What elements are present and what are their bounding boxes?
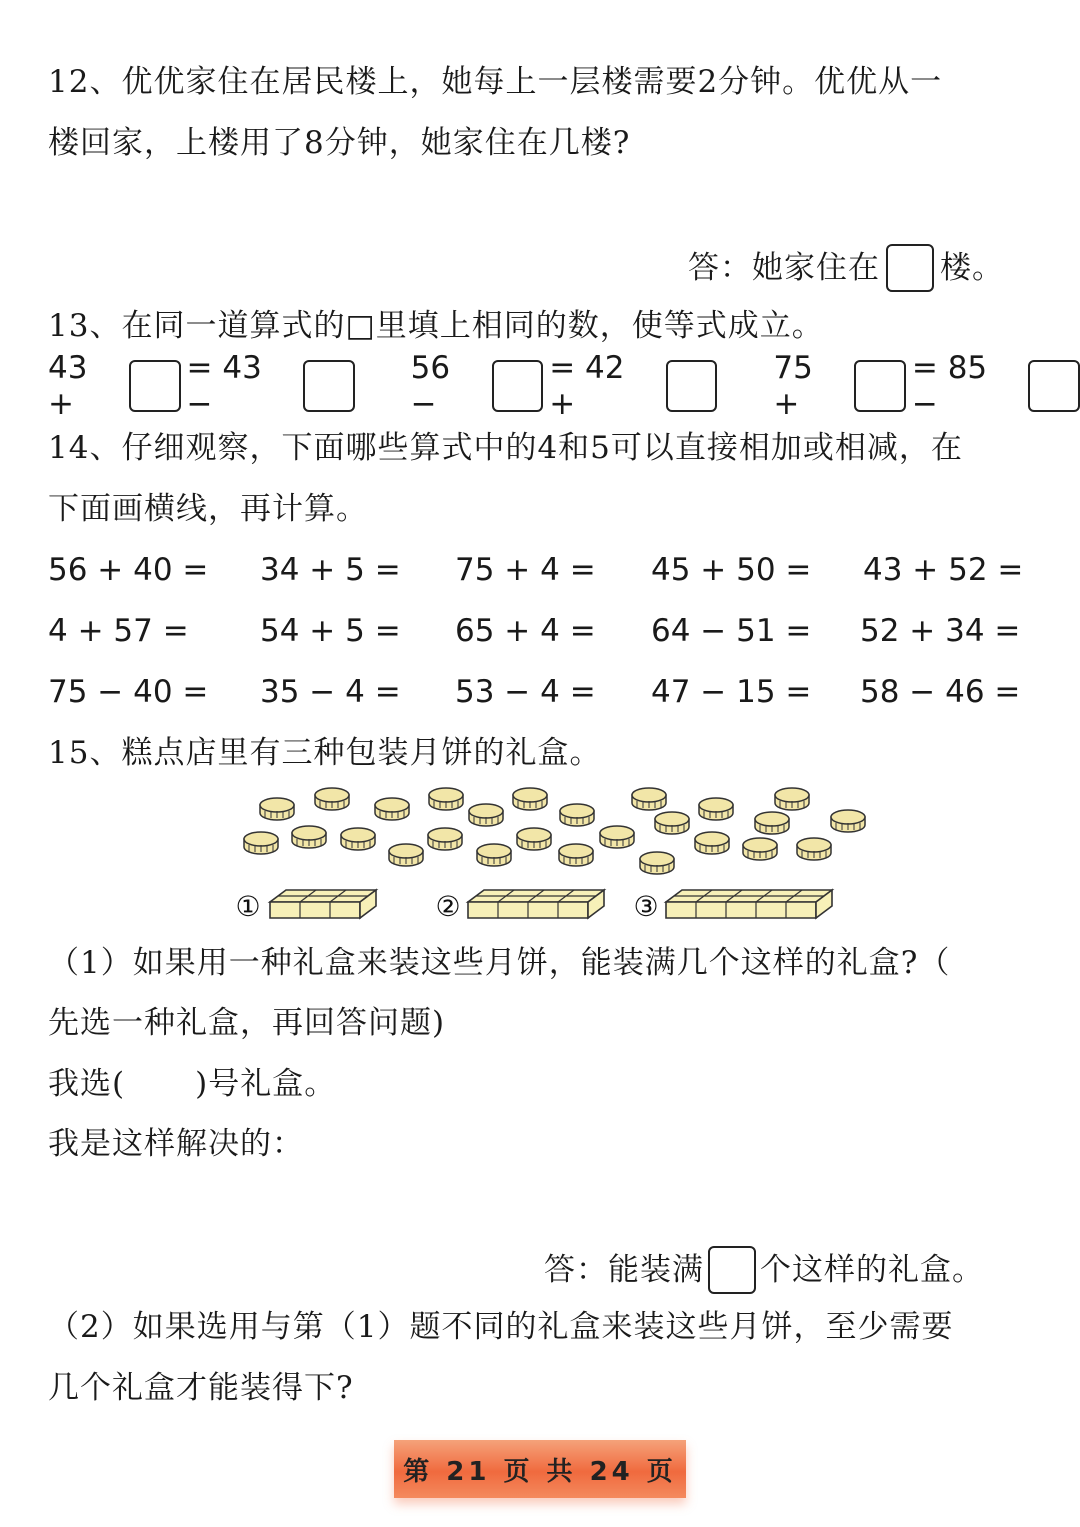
mooncake-icon (429, 788, 463, 810)
equation-right: = 85 − (911, 350, 988, 422)
gift-box-label: ③ (633, 890, 659, 923)
equation-2 (411, 350, 718, 422)
mooncake-icon (560, 804, 594, 826)
calc-item: 45 + 50 = (651, 552, 812, 588)
calc-item: 52 + 34 = (860, 613, 1021, 649)
equation-left: 56 − (410, 350, 451, 422)
calc-item: 56 + 40 = (48, 552, 209, 588)
mooncake-icon (640, 852, 674, 874)
equation-right: = 43 − (186, 350, 262, 422)
question-12-line-2: 楼回家，上楼用了8分钟，她家住在几楼? (48, 125, 631, 161)
answer-suffix: 楼。 (940, 250, 1004, 286)
calc-item: 65 + 4 = (455, 613, 596, 649)
mooncake-icon (755, 812, 789, 834)
calc-item: 43 + 52 = (863, 552, 1024, 588)
mooncake-icon (775, 788, 809, 810)
fill-box[interactable] (666, 360, 718, 412)
calc-item: 4 + 57 = (48, 613, 189, 649)
mooncake-icon (655, 812, 689, 834)
sub-question-1-line-1: （1）如果用一种礼盒来装这些月饼，能装满几个这样的礼盒?（ (48, 945, 951, 981)
question-14-line-1: 14、仔细观察，下面哪些算式中的4和5可以直接相加或相减，在 (48, 430, 963, 466)
mooncake-icon (341, 828, 375, 850)
mooncake-icon (743, 838, 777, 860)
gift-box-icon (270, 890, 376, 918)
fill-box[interactable] (492, 360, 544, 412)
equation-right: = 42 + (549, 350, 625, 422)
mooncake-icon (517, 828, 551, 850)
calc-item: 75 + 4 = (455, 552, 596, 588)
mooncake-icon (600, 826, 634, 848)
mooncake-icon (375, 798, 409, 820)
mooncake-icon (428, 828, 462, 850)
fill-box[interactable] (303, 360, 355, 412)
mooncake-icon (699, 798, 733, 820)
solve-label: 我是这样解决的： (48, 1126, 304, 1162)
calc-item: 34 + 5 = (260, 552, 401, 588)
mooncake-icon (831, 810, 865, 832)
mooncake-icon (469, 804, 503, 826)
question-12-line-1: 12、优优家住在居民楼上，她每上一层楼需要2分钟。优优从一 (48, 64, 943, 100)
answer-prefix: 答：能装满 (544, 1252, 704, 1288)
fill-box[interactable] (854, 360, 906, 412)
sub-question-1-line-2: 先选一种礼盒，再回答问题) (48, 1005, 446, 1041)
mooncake-illustration (0, 775, 1080, 875)
answer-suffix: 个这样的礼盒。 (760, 1252, 984, 1288)
mooncake-icon (292, 826, 326, 848)
mooncake-icon (260, 798, 294, 820)
mooncake-icon (315, 788, 349, 810)
gift-box-label: ② (435, 890, 461, 923)
mooncake-icon (513, 788, 547, 810)
sub-question-2-line-1: （2）如果选用与第（1）题不同的礼盒来装这些月饼，至少需要 (48, 1309, 954, 1345)
fill-box[interactable] (1028, 360, 1080, 412)
question-15-text: 15、糕点店里有三种包装月饼的礼盒。 (48, 735, 602, 771)
equation-left: 75 + (773, 350, 813, 422)
question-12-answer (688, 244, 1004, 292)
fill-box[interactable] (129, 360, 181, 412)
mooncake-icon (632, 788, 666, 810)
gift-box-icon (666, 890, 832, 918)
calc-item: 47 − 15 = (651, 674, 812, 710)
calc-item: 54 + 5 = (260, 613, 401, 649)
choose-suffix: )号礼盒。 (195, 1066, 337, 1102)
calc-item: 58 − 46 = (860, 674, 1021, 710)
equation-left: 43 + (48, 350, 88, 422)
mooncake-icon (695, 832, 729, 854)
mooncake-icon (477, 844, 511, 866)
equation-3 (773, 350, 1080, 422)
calc-item: 53 − 4 = (455, 674, 596, 710)
gift-box-illustration (0, 880, 1080, 930)
calc-item: 35 − 4 = (260, 674, 401, 710)
answer-box[interactable] (886, 244, 934, 292)
answer-box[interactable] (708, 1246, 756, 1294)
calc-item: 75 − 40 = (48, 674, 209, 710)
gift-box-label: ① (235, 890, 261, 923)
choose-prefix: 我选( (48, 1066, 126, 1102)
gift-box-icon (468, 890, 604, 918)
mooncake-icon (244, 832, 278, 854)
calc-item: 64 − 51 = (651, 613, 812, 649)
choose-box-line (48, 1064, 336, 1104)
question-13-equations (48, 350, 1080, 422)
mooncake-icon (797, 838, 831, 860)
sub-question-2-line-2: 几个礼盒才能装得下? (48, 1370, 354, 1406)
answer-prefix: 答：她家住在 (688, 250, 880, 286)
page-indicator: 第 21 页 共 24 页 (394, 1440, 686, 1498)
mooncake-icon (389, 844, 423, 866)
mooncake-icon (559, 844, 593, 866)
question-15-answer (544, 1246, 984, 1294)
question-13-text: 13、在同一道算式的□里填上相同的数，使等式成立。 (48, 308, 824, 344)
question-14-line-2: 下面画横线，再计算。 (48, 491, 368, 527)
equation-1 (48, 350, 355, 422)
